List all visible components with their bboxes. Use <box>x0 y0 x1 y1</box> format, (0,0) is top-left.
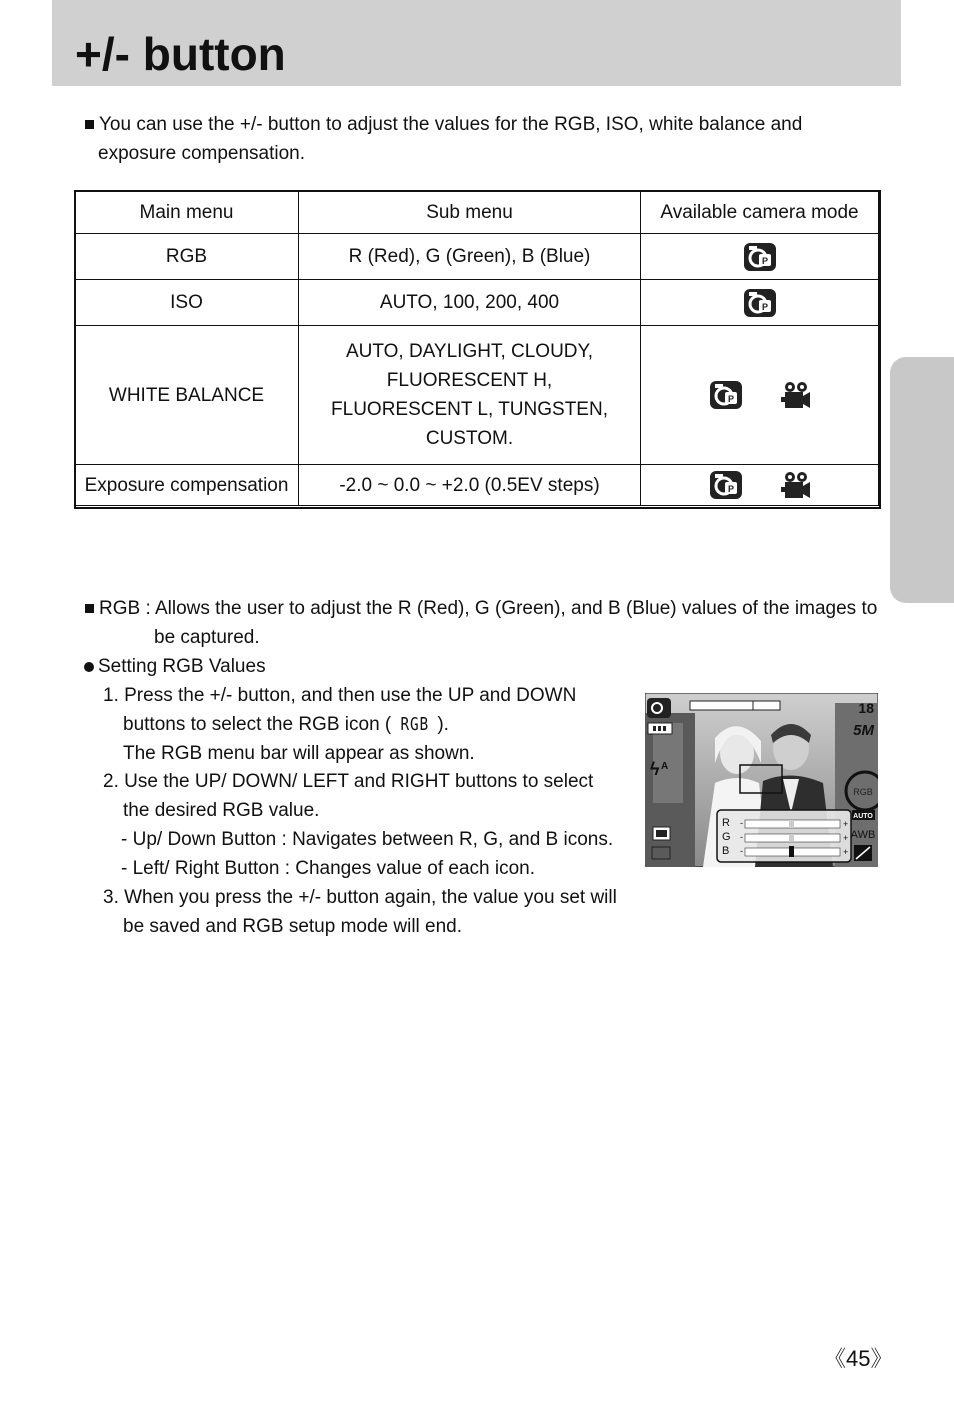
menu-table <box>74 190 879 506</box>
table-row <box>75 280 879 326</box>
header-sub-menu: Sub menu <box>299 191 641 234</box>
setting-title <box>84 652 266 681</box>
camera-lcd-screenshot <box>645 693 878 867</box>
table-row <box>75 326 879 465</box>
rgb-menu-icon: RGB <box>853 787 873 797</box>
row-main: WHITE BALANCE <box>75 326 299 465</box>
header-main-menu: Main menu <box>75 191 299 234</box>
b-label: B <box>722 845 730 857</box>
step-2b: the desired RGB value. <box>123 800 320 821</box>
flash-icon: ϟ <box>650 759 660 779</box>
rgb-line-2: be captured. <box>154 627 260 648</box>
image-size: 5M <box>853 722 874 739</box>
round-bullet-icon <box>84 662 94 672</box>
sub-line: FLUORESCENT L, TUNGSTEN, <box>331 399 608 420</box>
rgb-line-1: RGB : Allows the user to adjust the R (Red), G (Green), and B (Blue) values of the images to <box>99 598 878 619</box>
program-mode-icon <box>647 698 671 718</box>
row-modes <box>641 280 879 326</box>
row-main: ISO <box>75 280 299 326</box>
row-sub: -2.0 ~ 0.0 ~ +2.0 (0.5EV steps) <box>299 465 641 506</box>
shot-count: 18 <box>858 700 874 716</box>
program-mode-icon <box>743 242 777 272</box>
plus-label: + <box>843 833 849 843</box>
b-slider-marker <box>789 846 794 857</box>
row-modes <box>641 465 879 506</box>
g-label: G <box>722 831 731 843</box>
awb-icon: AWB <box>850 829 876 841</box>
minus-label: - <box>740 846 743 856</box>
minus-label: - <box>740 832 743 842</box>
table-header-row <box>75 191 879 234</box>
setting-title-text: Setting RGB Values <box>98 656 266 677</box>
square-bullet-icon <box>85 120 94 129</box>
row-main: Exposure compensation <box>75 465 299 506</box>
rgb-description <box>85 594 877 652</box>
program-mode-icon <box>743 288 777 318</box>
intro-text: You can use the +/- button to adjust the values for the RGB, ISO, white balance and <box>99 114 803 135</box>
rgb-icon: RGB <box>400 714 429 735</box>
table-row <box>75 465 879 506</box>
intro-paragraph <box>85 110 802 168</box>
row-main: RGB <box>75 234 299 280</box>
row-sub: AUTO, 100, 200, 400 <box>299 280 641 326</box>
iso-auto-label: AUTO <box>853 813 873 820</box>
step-1b-post: ). <box>437 714 449 735</box>
side-tab <box>890 357 954 603</box>
program-mode-icon <box>709 380 743 410</box>
plus-label: + <box>843 847 849 857</box>
r-label: R <box>722 817 730 829</box>
step-2a: 2. Use the UP/ DOWN/ LEFT and RIGHT buttons to select <box>103 771 594 792</box>
header-camera-mode: Available camera mode <box>641 191 879 234</box>
plus-label: + <box>843 819 849 829</box>
step-2d: - Left/ Right Button : Changes value of each icon. <box>121 858 536 879</box>
minus-label: - <box>740 818 743 828</box>
zoom-bar <box>690 701 780 710</box>
step-3a: 3. When you press the +/- button again, the value you set will <box>103 887 617 908</box>
step-1c: The RGB menu bar will appear as shown. <box>123 743 475 764</box>
flash-auto-label: A <box>661 761 669 772</box>
sub-line: CUSTOM. <box>425 428 514 449</box>
sub-line: FLUORESCENT H, <box>386 370 553 391</box>
movie-mode-icon <box>781 470 811 500</box>
sub-line: AUTO, DAYLIGHT, CLOUDY, <box>345 341 594 362</box>
table-row <box>75 234 879 280</box>
program-mode-icon <box>709 470 743 500</box>
square-bullet-icon <box>85 604 94 613</box>
page-title: +/- button <box>75 28 286 80</box>
row-sub: R (Red), G (Green), B (Blue) <box>299 234 641 280</box>
movie-mode-icon <box>781 380 811 410</box>
row-modes <box>641 234 879 280</box>
step-1a: 1. Press the +/- button, and then use the UP and DOWN <box>103 685 577 706</box>
page-number: 《45》 <box>824 1346 893 1371</box>
step-3b: be saved and RGB setup mode will end. <box>123 916 463 937</box>
row-modes <box>641 326 879 465</box>
step-1b <box>123 710 449 739</box>
intro-text-2: exposure compensation. <box>98 143 306 164</box>
row-sub <box>299 326 641 465</box>
step-2c: - Up/ Down Button : Navigates between R, G, and B icons. <box>121 829 614 850</box>
step-1b-pre: buttons to select the RGB icon ( <box>123 714 392 735</box>
